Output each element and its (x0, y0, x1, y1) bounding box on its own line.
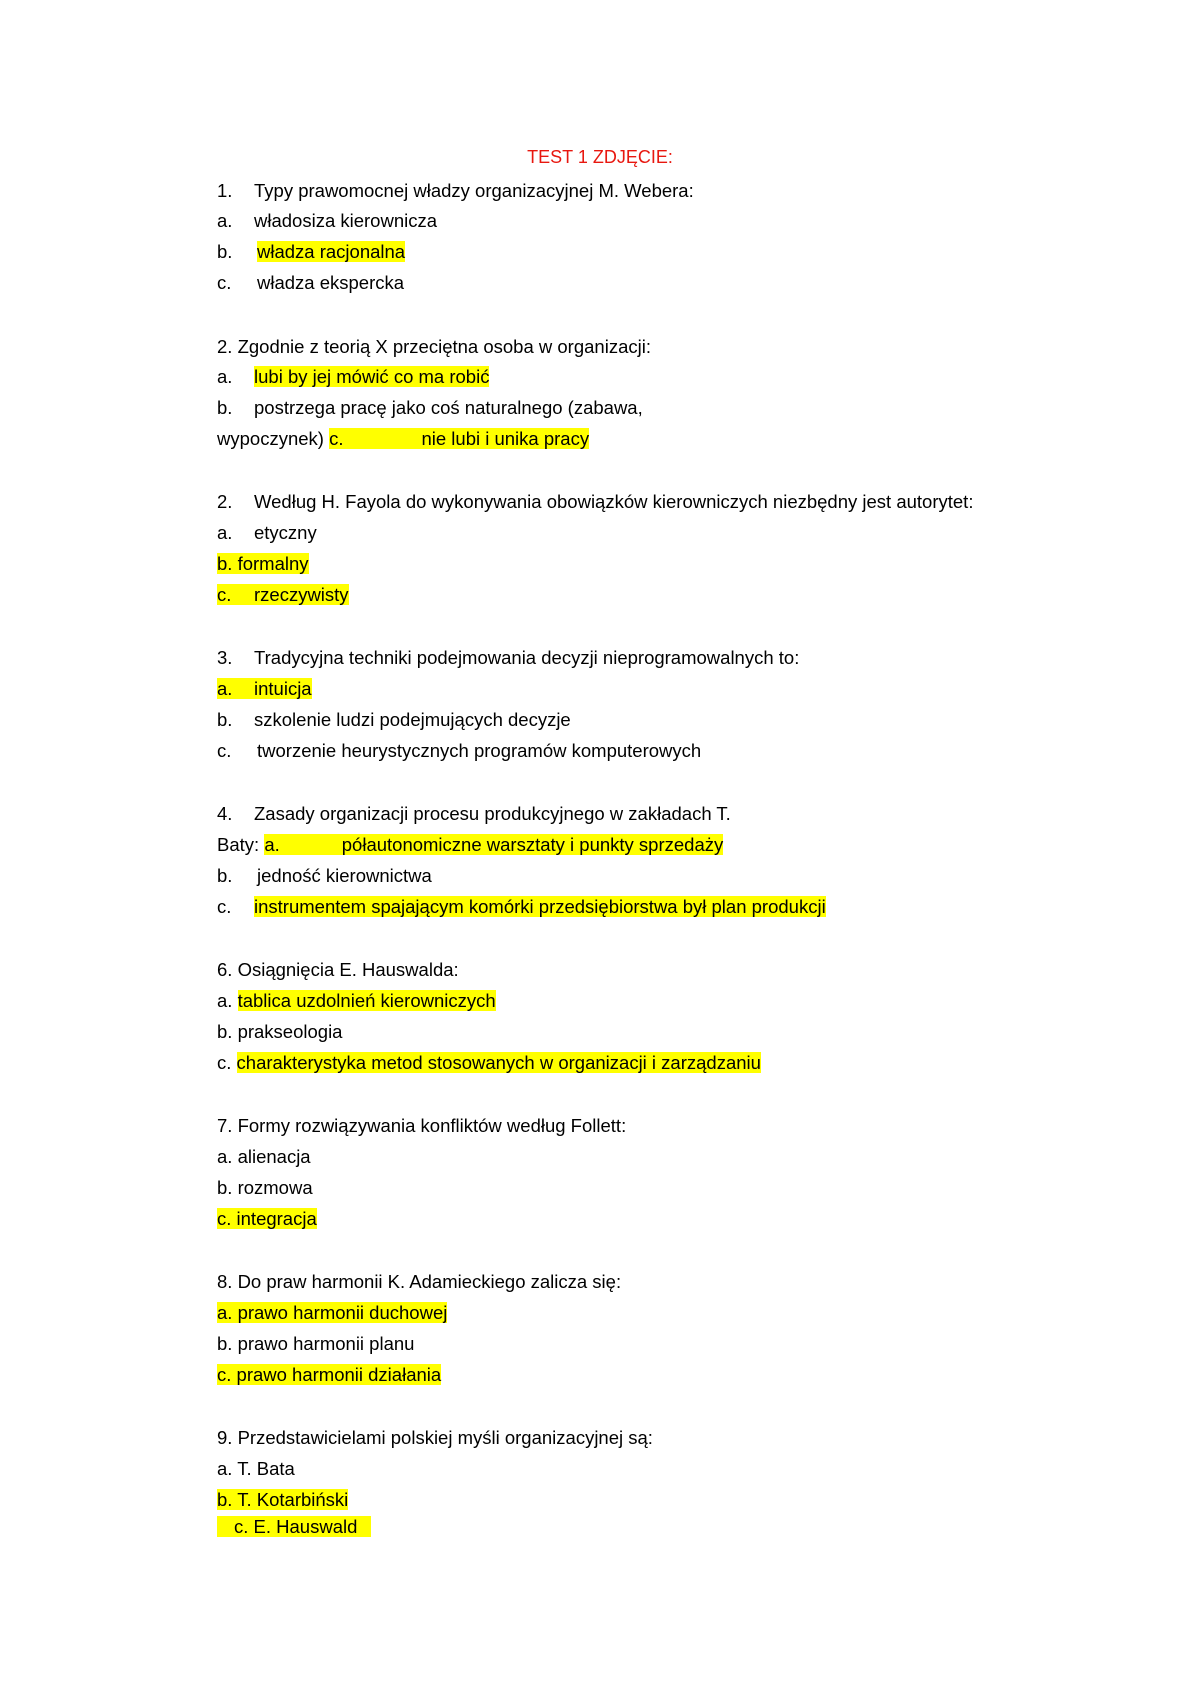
answer-3c (217, 582, 349, 608)
question-7 (217, 1113, 626, 1139)
question-text: 9. Przedstawicielami polskiej myśli organizacyjnej są: (217, 1427, 653, 1448)
answer-4a (217, 676, 312, 702)
test-title: TEST 1 ZDJĘCIE: (527, 147, 673, 167)
answer-9c (217, 1514, 371, 1540)
question-4 (217, 645, 799, 671)
highlighted-answer: tablica uzdolnień kierowniczych (237, 990, 496, 1011)
question-number: 1. (217, 180, 233, 201)
question-9 (217, 1425, 653, 1451)
answer-8b: b. prawo harmonii planu (217, 1333, 415, 1354)
answer-2b-cont-and-2c: wypoczynek) c. nie lubi i unika pracy (217, 428, 590, 449)
question-text: 8. Do praw harmonii K. Adamieckiego zalicza się: (217, 1271, 622, 1292)
highlighted-answer: c. E. Hauswald (217, 1516, 371, 1537)
answer-6a: a. tablica uzdolnień kierowniczych (217, 990, 496, 1011)
answer-1a: a. władosiza kierownicza (217, 210, 438, 231)
answer-5c: c. instrumentem spajającym komórki przedsiębiorstwa był plan produkcji (217, 896, 826, 917)
question-text: 6. Osiągnięcia E. Hauswalda: (217, 959, 459, 980)
highlighted-answer: b. formalny (217, 553, 309, 574)
highlighted-answer: charakterystyka metod stosowanych w organizacji i zarządzaniu (236, 1052, 761, 1073)
answer-4c: c. tworzenie heurystycznych programów komputerowych (217, 740, 702, 761)
highlighted-answer: instrumentem spajającym komórki przedsiębiorstwa był plan produkcji (254, 896, 826, 917)
question-text: 7. Formy rozwiązywania konfliktów według Follett: (217, 1115, 627, 1136)
question-1 (217, 178, 694, 204)
answer-1b: b. władza racjonalna (217, 241, 406, 262)
answer-8a (217, 1300, 447, 1326)
answer-2b: b. postrzega pracę jako coś naturalnego (zabawa, (217, 397, 643, 418)
question-number: 2. (217, 491, 233, 512)
answer-6c: c. charakterystyka metod stosowanych w organizacji i zarządzaniu (217, 1052, 761, 1073)
answer-3a: a. etyczny (217, 522, 317, 543)
answer-4b: b. szkolenie ludzi podejmujących decyzje (217, 709, 571, 730)
answer-7a: a. alienacja (217, 1146, 311, 1167)
answer-1c: c. władza eksperckа (217, 272, 405, 293)
answer-5a: Baty: a. półautonomiczne warsztaty i punkty sprzedaży (217, 834, 724, 855)
highlighted-answer: c. rzeczywisty (217, 584, 349, 605)
question-5 (217, 801, 731, 827)
answer-9b (217, 1487, 348, 1513)
answer-2a: a. lubi by jej mówić co ma robić (217, 366, 490, 387)
highlighted-answer: c. nie lubi i unika pracy (329, 428, 590, 449)
highlighted-answer: a. intuicja (217, 678, 312, 699)
highlighted-answer: c. prawo harmonii działania (217, 1364, 442, 1385)
question-text: Według H. Fayola do wykonywania obowiązków kierowniczych niezbędny jest autorytet: (254, 491, 974, 512)
highlighted-answer: b. T. Kotarbiński (217, 1489, 349, 1510)
answer-9a: a. T. Bata (217, 1458, 295, 1479)
answer-7b: b. rozmowa (217, 1177, 313, 1198)
highlighted-answer: c. integracja (217, 1208, 317, 1229)
question-text: 2. Zgodnie z teorią X przeciętna osoba w organizacji: (217, 336, 651, 357)
answer-6b: b. prakseologia (217, 1021, 343, 1042)
answer-3b (217, 551, 309, 577)
highlighted-answer: a. półautonomiczne warsztaty i punkty sprzedaży (264, 834, 724, 855)
highlighted-answer: a. prawo harmonii duchowej (217, 1302, 448, 1323)
answer-7c (217, 1206, 317, 1232)
highlighted-answer: lubi by jej mówić co ma robić (254, 366, 490, 387)
question-text: Tradycyjna techniki podejmowania decyzji nieprogramowalnych to: (254, 647, 800, 668)
question-3 (217, 489, 973, 515)
question-number: 4. (217, 803, 233, 824)
highlighted-answer: władza racjonalna (257, 241, 406, 262)
question-6 (217, 957, 459, 983)
question-number: 3. (217, 647, 233, 668)
answer-5b: b. jedność kierownictwa (217, 865, 432, 886)
answer-8c (217, 1362, 441, 1388)
question-text: Zasady organizacji procesu produkcyjnego w zakładach T. (254, 803, 731, 824)
question-text: Typy prawomocnej władzy organizacyjnej M. Webera: (254, 180, 694, 201)
question-2 (217, 334, 651, 360)
question-8 (217, 1269, 621, 1295)
